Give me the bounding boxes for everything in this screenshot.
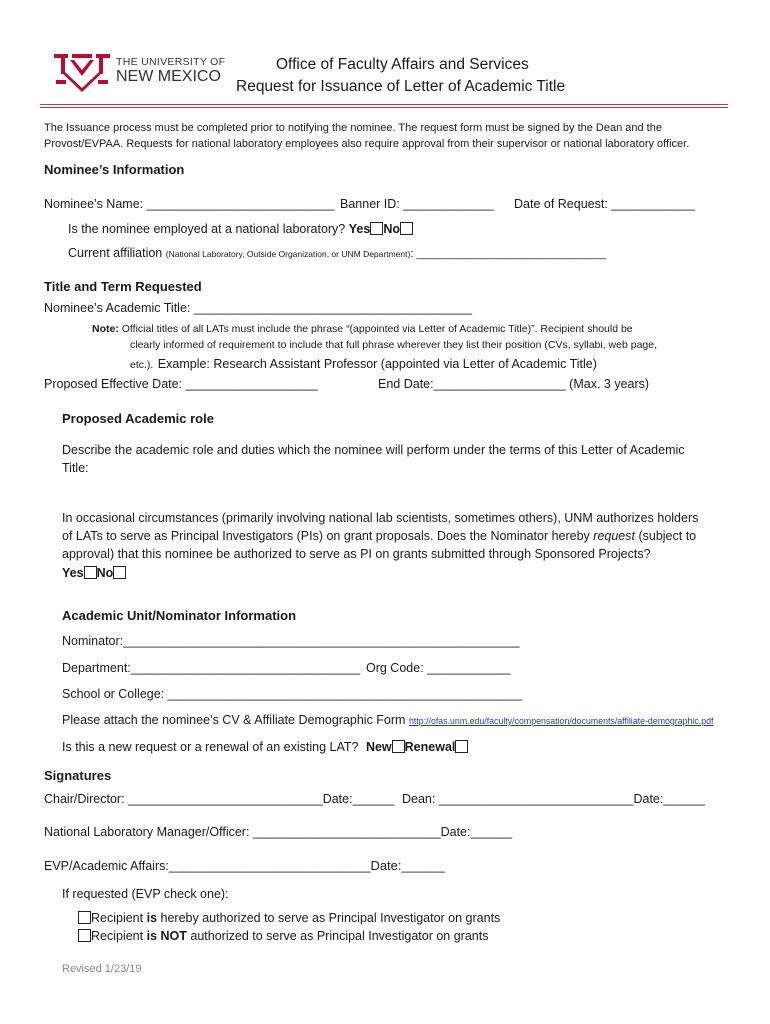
header-divider (40, 104, 728, 105)
national-lab-yes-checkbox[interactable] (370, 222, 383, 235)
effective-date-field[interactable]: Proposed Effective Date: ___________________ (44, 377, 318, 391)
nominee-heading: Nominee’s Information (44, 162, 185, 177)
page-subtitle: Request for Issuance of Letter of Academic Title (236, 78, 566, 95)
pi-text-line1: In occasional circumstances (primarily involving national lab scientists, sometimes others), UNM authorizes holders (62, 511, 699, 525)
title-term-heading: Title and Term Requested (44, 279, 202, 294)
revised-date: Revised 1/23/19 (62, 963, 142, 975)
department-field[interactable]: Department:_________________________________ (62, 661, 361, 675)
evp-label: EVP/Academic Affairs:_____________________________ (44, 859, 371, 873)
pi-yes-label: Yes (62, 566, 84, 580)
national-lab-yes-label: Yes (348, 222, 371, 236)
option1-pre: Recipient (91, 911, 144, 925)
affiliate-form-link[interactable]: http://ofas.unm.edu/faculty/compensation/documents/affiliate-demographic.pdf (408, 716, 714, 726)
header-divider-2 (40, 107, 728, 108)
banner-id-field[interactable]: Banner ID: _____________ (340, 197, 494, 211)
note-line1 (92, 323, 633, 335)
pi-authorized-option (78, 911, 500, 925)
max-years-note: (Max. 3 years) (569, 377, 650, 391)
note-example: Example: Research Assistant Professor (appointed via Letter of Academic Title) (157, 357, 597, 371)
option2-post: authorized to serve as Principal Investigator on grants (190, 929, 489, 943)
affiliation-line: : _______________________________ (410, 248, 607, 260)
option2-pre: Recipient (91, 929, 144, 943)
end-date-label: End Date:___________________ (378, 377, 566, 391)
new-label: New (365, 740, 392, 754)
national-lab-no-label: No (383, 222, 400, 236)
affiliation-label: Current affiliation (68, 246, 163, 260)
renewal-checkbox[interactable] (455, 740, 468, 753)
pi-yes-checkbox[interactable] (84, 566, 97, 579)
pi-authorized-checkbox[interactable] (78, 911, 91, 924)
renewal-label: Renewal (404, 740, 456, 754)
unm-logo-icon (52, 50, 112, 96)
option1-post: hereby authorized to serve as Principal Investigator on grants (160, 911, 501, 925)
new-renewal-text: Is this a new request or a renewal of an existing LAT? (62, 740, 359, 754)
dean-signature-field[interactable]: Dean: ____________________________Date:______ (402, 792, 706, 806)
chair-signature-field[interactable]: Chair/Director: ____________________________Date:______ (44, 792, 395, 806)
pi-text-line2-start: of LATs to serve as Principal Investigators (PIs) on grant proposals. Does the Nominator hereby (62, 529, 590, 543)
pi-not-authorized-option (78, 929, 488, 943)
national-lab-question-text: Is the nominee employed at a national laboratory? (68, 222, 346, 236)
pi-text-line3: approval) that this nominee be authorized to serve as PI on grants submitted through Sponsored Projects? (62, 547, 651, 561)
evp-date-label: Date:______ (370, 858, 445, 873)
signatures-heading: Signatures (44, 768, 112, 783)
pi-not-authorized-checkbox[interactable] (78, 929, 91, 942)
pi-request-word: request (593, 529, 635, 543)
note-text-1: Official titles of all LATs must include the phrase “(appointed via Letter of Academic Title)”. Recipient should be (121, 323, 633, 335)
note-line2: clearly informed of requirement to include that full phrase wherever they list their position (CVs, syllabi, web page, (130, 339, 658, 351)
attach-instruction (62, 713, 713, 727)
logo-text-line2: NEW MEXICO (116, 68, 221, 85)
intro-text-line1: The Issuance process must be completed prior to notifying the nominee. The request form must be signed by the Dean and the (44, 122, 662, 134)
national-lab-no-checkbox[interactable] (400, 222, 413, 235)
current-affiliation-field[interactable] (68, 246, 606, 260)
lab-manager-signature-field[interactable]: National Laboratory Manager/Officer: ___________________________Date:______ (44, 825, 513, 839)
role-heading: Proposed Academic role (62, 411, 214, 426)
unm-logo (52, 50, 112, 101)
org-code-field[interactable]: Org Code: ____________ (366, 661, 511, 675)
academic-title-field[interactable]: Nominee’s Academic Title: ________________________________________ (44, 301, 472, 315)
pi-no-label: No (96, 566, 114, 580)
evp-signature-field[interactable] (44, 858, 445, 873)
unit-heading: Academic Unit/Nominator Information (62, 608, 297, 623)
note-line3 (130, 355, 597, 373)
logo-text-line1: THE UNIVERSITY OF (116, 56, 226, 68)
new-renewal-question (62, 740, 468, 754)
affiliation-hint: (National Laboratory, Outside Organization, or UNM Department) (165, 249, 411, 259)
note-text-3: etc.). (130, 359, 154, 371)
pi-text-line2-end: (subject to (638, 529, 697, 543)
attach-label: Please attach the nominee’s CV & Affiliate Demographic Form (62, 713, 406, 727)
end-date-field[interactable] (378, 377, 649, 391)
role-describe-line1: Describe the academic role and duties which the nominee will perform under the terms of this Letter of Academic (62, 443, 685, 457)
school-field[interactable]: School or College: ___________________________________________________ (62, 687, 523, 701)
national-lab-question (68, 222, 413, 236)
pi-no-checkbox[interactable] (113, 566, 126, 579)
pi-text-line2 (62, 529, 696, 543)
evp-check-instruction: If requested (EVP check one): (62, 887, 229, 901)
option1-bold: is (146, 911, 158, 925)
new-checkbox[interactable] (392, 740, 405, 753)
date-of-request-field[interactable]: Date of Request: ____________ (514, 197, 695, 211)
nominee-name-field[interactable]: Nominee’s Name: ___________________________ (44, 197, 335, 211)
note-label: Note: (92, 323, 119, 335)
pi-yes-no (62, 566, 126, 580)
role-describe-line2: Title: (62, 461, 89, 475)
nominator-field[interactable]: Nominator:_________________________________________________________ (62, 634, 520, 648)
intro-text-line2: Provost/EVPAA. Requests for national laboratory employees also require approval from their supervisor or national laboratory officer. (44, 138, 690, 150)
option2-bold: is NOT (146, 929, 187, 943)
page-title: Office of Faculty Affairs and Services (276, 56, 529, 73)
